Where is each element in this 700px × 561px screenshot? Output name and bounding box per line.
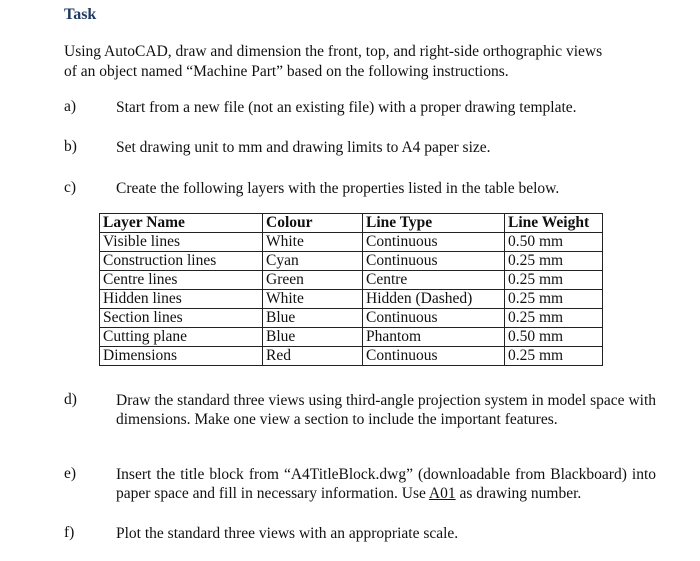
instruction-label: c) — [64, 179, 77, 196]
cell-layer-name: Visible lines — [100, 233, 263, 252]
table-header-row — [100, 214, 603, 233]
instruction-text: Plot the standard three views with an appropriate scale. — [116, 525, 459, 542]
cell-line-type: Hidden (Dashed) — [363, 290, 505, 309]
column-header-layer-name: Layer Name — [100, 214, 263, 233]
cell-colour: Green — [263, 271, 363, 290]
column-header-line-weight: Line Weight — [505, 214, 603, 233]
intro-line-1: Using AutoCAD, draw and dimension the front, top, and right-side orthographic views — [64, 43, 603, 60]
table-row — [100, 290, 603, 309]
instruction-text: Set drawing unit to mm and drawing limits to A4 paper size. — [116, 139, 491, 156]
cell-layer-name: Hidden lines — [100, 290, 263, 309]
table-row — [100, 233, 603, 252]
instruction-label: a) — [64, 98, 77, 115]
cell-line-type: Continuous — [363, 347, 505, 366]
instruction-label: e) — [64, 465, 77, 482]
table-row — [100, 347, 603, 366]
cell-colour: Cyan — [263, 252, 363, 271]
drawing-number: A01 — [428, 485, 456, 502]
instruction-text-after: as drawing number. — [455, 485, 582, 502]
cell-line-weight: 0.25 mm — [505, 290, 603, 309]
cell-colour: Red — [263, 347, 363, 366]
task-heading: Task — [64, 6, 97, 23]
cell-line-type: Continuous — [363, 233, 505, 252]
intro-line-2: of an object named “Machine Part” based on the following instructions. — [64, 63, 509, 80]
cell-line-weight: 0.25 mm — [505, 271, 603, 290]
instruction-text: Create the following layers with the properties listed in the table below. — [116, 180, 560, 197]
instruction-label: b) — [64, 138, 77, 155]
table-row — [100, 271, 603, 290]
cell-layer-name: Construction lines — [100, 252, 263, 271]
cell-layer-name: Centre lines — [100, 271, 263, 290]
cell-colour: White — [263, 233, 363, 252]
table-row — [100, 309, 603, 328]
instruction-text: Start from a new file (not an existing file) with a proper drawing template. — [116, 99, 577, 116]
table-row — [100, 252, 603, 271]
cell-line-type: Phantom — [363, 328, 505, 347]
cell-colour: Blue — [263, 309, 363, 328]
cell-line-weight: 0.50 mm — [505, 233, 603, 252]
table-row — [100, 328, 603, 347]
intro-paragraph — [64, 42, 684, 82]
instruction-text-before: Insert the title block from “A4TitleBlock.dwg” (downloadable from Blackboard) into paper space and fill in necessary information. Use — [116, 466, 656, 502]
instruction-label: f) — [64, 524, 75, 541]
column-header-line-type: Line Type — [363, 214, 505, 233]
instruction-text — [116, 465, 656, 503]
instruction-text: Draw the standard three views using third-angle projection system in model space with dimensions. Make one view a section to include the important features. — [116, 392, 656, 428]
column-header-colour: Colour — [263, 214, 363, 233]
cell-layer-name: Cutting plane — [100, 328, 263, 347]
cell-layer-name: Dimensions — [100, 347, 263, 366]
instruction-label: d) — [64, 391, 77, 408]
cell-line-weight: 0.25 mm — [505, 309, 603, 328]
cell-line-weight: 0.50 mm — [505, 328, 603, 347]
cell-line-type: Continuous — [363, 309, 505, 328]
cell-line-type: Continuous — [363, 252, 505, 271]
layer-properties-table — [99, 213, 603, 366]
cell-line-weight: 0.25 mm — [505, 347, 603, 366]
cell-line-type: Centre — [363, 271, 505, 290]
cell-colour: White — [263, 290, 363, 309]
cell-line-weight: 0.25 mm — [505, 252, 603, 271]
cell-layer-name: Section lines — [100, 309, 263, 328]
cell-colour: Blue — [263, 328, 363, 347]
